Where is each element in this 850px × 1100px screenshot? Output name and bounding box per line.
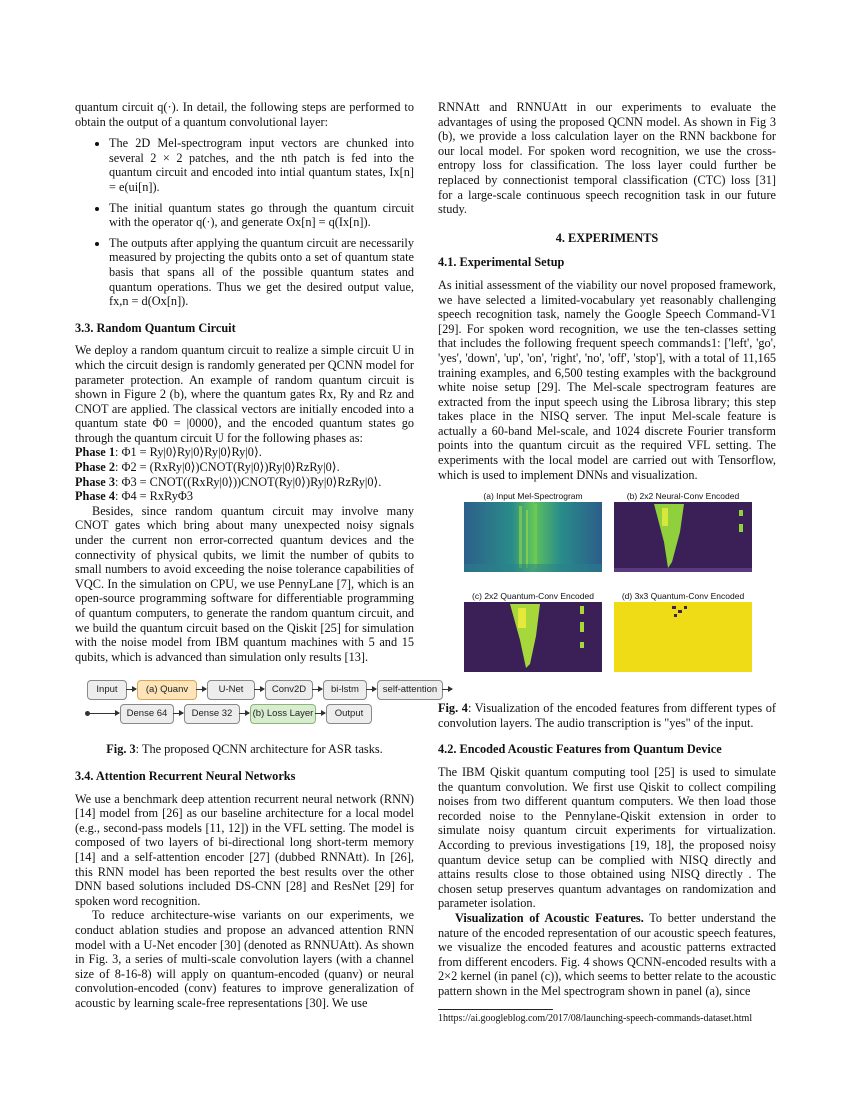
diagram-block-dense32: Dense 32 [184,704,240,724]
phase-label: Phase 1 [75,445,115,460]
right-column [438,100,776,1025]
figure-caption [438,701,776,730]
intro-paragraph: quantum circuit q(·). In detail, the following steps are performed to obtain the output of a quantum convolutional layer: [75,100,414,129]
diagram-block-quanv: (a) Quanv [137,680,197,700]
panel-title: (c) 2x2 Quantum-Conv Encoded [472,591,594,602]
diagram-block-self-attention: self-attention [377,680,443,700]
arrow-icon [88,713,119,714]
figure-panel-a [458,490,608,576]
panel-title: (d) 3x3 Quantum-Conv Encoded [621,591,745,602]
architecture-diagram [75,674,438,734]
phase-formula: : Φ2 = (RxRy|0⟩)CNOT(Ry|0⟩)Ry|0⟩RzRy|0⟩. [114,460,340,475]
caption-label: Fig. 4 [438,701,468,716]
arrow-icon [239,713,249,714]
section-heading: 4.1. Experimental Setup [438,255,565,270]
list-item: • The initial quantum states go through the quantum circuit with the operator q(·), and generate Ox[n] = q(Ix[n]). [109,201,414,230]
caption-text: : The proposed QCNN architecture for ASR tasks. [135,742,383,757]
list-item: • The outputs after applying the quantum circuit are necessarily measured by projecting the qubits onto a set of quantum state basis that spans all of the possible quantum states and quantum operations. Thus we get the desired output value, fx,n = d(Ox[n]). [109,236,414,309]
figure-panel-c [458,590,608,676]
arrow-icon [126,689,136,690]
diagram-block-output: Output [326,704,372,724]
phase-line [75,460,414,475]
paragraph: The IBM Qiskit quantum computing tool [25] is used to simulate the quantum convolution. We first use Qiskit to collect compiling noises from two different quantum computers. We then load those recorded noise to the Pennylane-Qiskit extension in order to simulate noisy quantum circuit experiments for virtualization. According to previous investigations [19, 18], the proposed noisy quantum device setup can be complied with NISQ directly and attains results close to those obtained using NISQ directly . The chosen setup preserves quantum advantages on randomization and parameter isolation. [438,765,776,911]
phase-line [75,445,414,460]
paragraph: We use a benchmark deep attention recurrent neural network (RNN) [14] model from [26] as our baseline architecture for a local model (e.g., second-pass models [11, 12]) in the VFL setting. The model is composed of two layers of bi-directional long short-term memory [14] and a self-attention encoder [27] (dubbed RNNAtt). In [26], this RNN model has been reported the best results over the other DNN based solutions included DS-CNN [28] and ResNet [29] for spoken word recognition. [75,791,414,908]
phase-formula: : Φ1 = Ry|0⟩Ry|0⟩Ry|0⟩Ry|0⟩. [114,445,262,460]
diagram-block-unet: U-Net [207,680,255,700]
paragraph-lead: Visualization of Acoustic Features. [455,910,644,925]
quantum-conv-2x2-image [464,602,602,672]
left-column [75,100,438,1010]
neural-conv-image [614,502,752,572]
step-list [75,136,414,309]
phase-formula: : Φ3 = CNOT((RxRy|0⟩))CNOT(Ry|0⟩)Ry|0⟩RzRy|0⟩. [114,474,382,489]
section-heading: 4.2. Encoded Acoustic Features from Quantum Device [438,742,722,757]
phase-line [75,475,414,490]
paragraph: We deploy a random quantum circuit to realize a simple circuit U in which the circuit design is randomly generated per QCNN model for parameter protection. An example of random quantum circuit is shown in Figure 2 (b), where the quantum gates Rx, Ry and Rz and CNOT are applied. The classical vectors are initially encoded into a quantum state Φ0 = |0000⟩, and the encoded quantum states go through the quantum circuit U for the following phases as: [75,343,414,445]
footnote: 1https://ai.googleblog.com/2017/08/launching-speech-commands-dataset.html [438,1012,753,1024]
arrow-icon [312,689,322,690]
arrow-icon [196,689,206,690]
section-heading: 3.3. Random Quantum Circuit [75,320,236,335]
paragraph: As initial assessment of the viability our novel proposed framework, we have selected a limited-vocabulary yet reasonably challenging speech recognition task, namely the Google Speech Command-V1 [29]. For spoken word recognition, we use the ten-classes setting that includes the following frequent speech commands1: ['left', 'go', 'yes', 'down', 'up', 'on', 'right', 'no', 'off', 'stop'], with a total of 11,165 training examples, and 6,500 testing examples with the background white noise setup [29]. The Mel-scale spectrogram features are extracted from the input speech using the Librosa library; this step takes place in the NISQ server. The input Mel-scale feature is actually a 60-band Mel-scale, and 1024 discrete Fourier transform points into the quantum circuit as the required VFL setting. The experiments with the local model are carried out with Tensorflow, which is used to implement DNNs and visualization. [438,277,776,482]
arrow-icon [254,689,264,690]
diagram-block-conv2d: Conv2D [265,680,313,700]
panel-title: (b) 2x2 Neural-Conv Encoded [626,491,740,502]
figure-caption [75,742,414,757]
phase-label: Phase 3 [75,474,115,489]
paragraph: RNNAtt and RNNUAtt in our experiments to evaluate the advantages of using the proposed QCNN model. As shown in Fig 3 (b), we provide a loss calculation layer on the RNN backbone for our local model. For spoken word recognition, we use the cross-entropy loss for classification. The loss layer could further be replaced by connectionist temporal classification (CTC) loss [31] for a large-scale continuous speech recognition task in our future study. [438,100,776,217]
panel-title: (a) Input Mel-Spectrogram [483,491,583,502]
mel-spectrogram-image [464,502,602,572]
diagram-block-loss-layer: (b) Loss Layer [250,704,316,724]
footnote-divider [438,1009,553,1010]
phase-label: Phase 2 [75,460,115,475]
paragraph: To reduce architecture-wise variants on our experiments, we conduct ablation studies and propose an advanced attention RNN model with a U-Net encoder [30] (denoted as RNNUAtt). As shown in Fig. 3, a series of multi-scale convolution layers (with a channel size of 8-16-8) will apply on quantum-encoded (quanv) or neural convolution-encoded (conv) features to improve generalization of acoustic by learning scale-free representations [30]. We use [75,908,414,1010]
phase-formula: : Φ4 = RxRyΦ3 [114,489,194,504]
caption-text: : Visualization of the encoded features from different types of convolution layers. The audio transcription is "yes" of the input. [438,701,776,730]
quantum-conv-3x3-image [614,602,752,672]
paragraph-body: To better understand the nature of the encoded representation of our acoustic speech features, we visualize the encoded features and acoustic patterns extracted from different encoders. Fig. 4 shows QCNN-encoded results with a 2×2 kernel (in panel (c)), which seems to better relate to the acoustic pattern shown in the Mel spectrogram shown in panel (a), since [438,910,776,998]
diagram-block-dense64: Dense 64 [120,704,174,724]
caption-label: Fig. 3 [106,742,136,757]
figure-panel-b [608,490,758,576]
diagram-block-bilstm: bi-lstm [323,680,367,700]
list-item: • The 2D Mel-spectrogram input vectors are chunked into several 2 × 2 patches, and the nth patch is fed into the quantum circuit and encoded into intial quantum states, Ix[n] = e(ui[n]). [109,136,414,194]
figure-panel-d [608,590,758,676]
phase-label: Phase 4 [75,489,115,504]
paragraph: Besides, since random quantum circuit may involve many CNOT gates which bring about many unexpected noisy signals under the current non error-corrected quantum devices and the connectivity of physical qubits, we limit the number of qubits to small numbers to avoid exceeding the noise tolerance capabilities of VQC. In the simulation on CPU, we use PennyLane [7], which is an open-source programming software for differentiable programming of quantum computers, to generate the random quantum circuit, and we build the quantum circuit based on the Qiskit [25] for simulation with the noise model from IBM quantum machines with 5 and 15 qubits, which is advanced than simulation only results [13]. [75,503,414,664]
section-heading: 4. EXPERIMENTS [555,230,659,245]
paragraph [438,911,776,999]
arrow-icon [366,689,376,690]
diagram-block-input: Input [87,680,127,700]
phase-line [75,489,414,504]
arrow-icon [315,713,325,714]
section-heading: 3.4. Attention Recurrent Neural Networks [75,768,296,783]
figure-4 [438,490,776,693]
arrow-icon [173,713,183,714]
